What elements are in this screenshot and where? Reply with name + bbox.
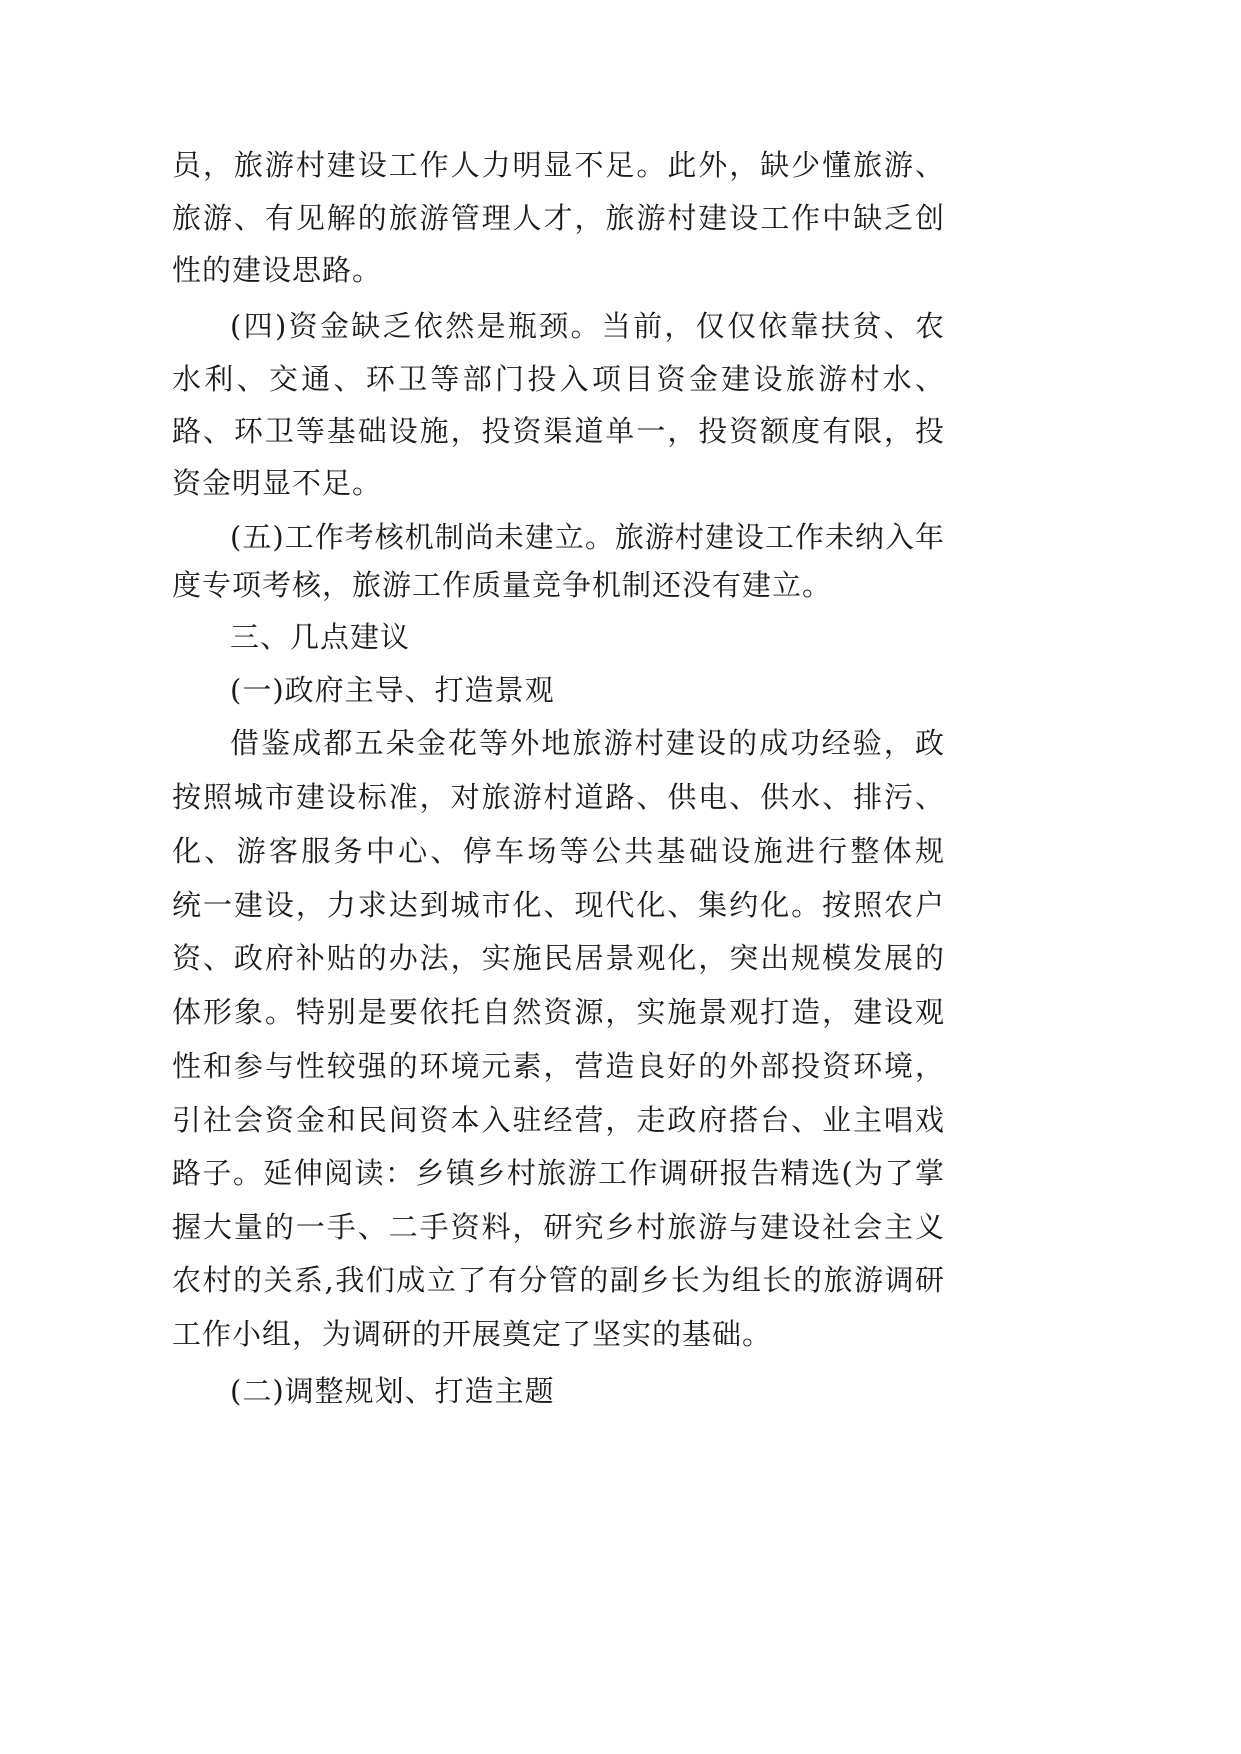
text-line: 性和参与性较强的环境元素，营造良好的外部投资环境， [172, 1049, 945, 1083]
text-line: 资、政府补贴的办法，实施民居景观化，突出规模发展的 [172, 941, 945, 975]
section-heading: 三、几点建议 [230, 620, 411, 654]
text-line: 度专项考核，旅游工作质量竞争机制还没有建立。 [172, 568, 833, 602]
text-line: 化、游客服务中心、停车场等公共基础设施进行整体规 [172, 834, 945, 868]
text-line: 体形象。特别是要依托自然资源，实施景观打造，建设观 [172, 995, 945, 1029]
text-line: 统一建设，力求达到城市化、现代化、集约化。按照农户 [172, 888, 945, 922]
subsection-heading: (一)政府主导、打造景观 [230, 673, 555, 707]
text-line: 借鉴成都五朵金花等外地旅游村建设的成功经验，政 [230, 726, 945, 760]
text-line: 路、环卫等基础设施，投资渠道单一，投资额度有限，投 [172, 414, 945, 448]
text-line: (四)资金缺乏依然是瓶颈。当前，仅仅依靠扶贫、农 [230, 309, 945, 343]
text-line: 员，旅游村建设工作人力明显不足。此外，缺少懂旅游、 [172, 148, 945, 182]
subsection-heading: (二)调整规划、打造主题 [230, 1374, 555, 1408]
text-line: 引社会资金和民间资本入驻经营，走政府搭台、业主唱戏 [172, 1103, 945, 1137]
text-line: 按照城市建设标准，对旅游村道路、供电、供水、排污、 [172, 780, 945, 814]
text-line: 农村的关系,我们成立了有分管的副乡长为组长的旅游调研 [172, 1263, 945, 1297]
text-line: 性的建设思路。 [172, 253, 383, 287]
text-line: 旅游、有见解的旅游管理人才，旅游村建设工作中缺乏创 [172, 201, 945, 235]
text-line: 路子。延伸阅读：乡镇乡村旅游工作调研报告精选(为了掌 [172, 1156, 945, 1190]
text-line: 资金明显不足。 [172, 466, 383, 500]
text-line: (五)工作考核机制尚未建立。旅游村建设工作未纳入年 [230, 520, 945, 554]
text-line: 水利、交通、环卫等部门投入项目资金建设旅游村水、 [172, 362, 945, 396]
text-line: 握大量的一手、二手资料，研究乡村旅游与建设社会主义 [172, 1210, 945, 1244]
text-line: 工作小组，为调研的开展奠定了坚实的基础。 [172, 1317, 773, 1351]
